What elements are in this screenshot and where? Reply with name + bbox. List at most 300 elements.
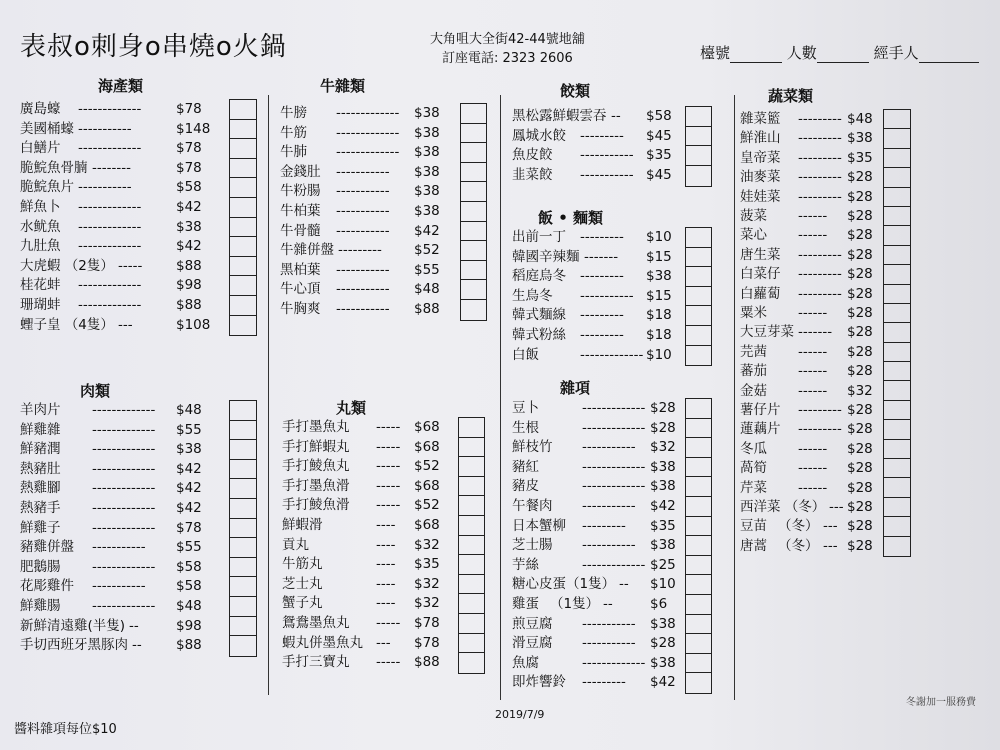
item-leader: --------- [798,111,842,127]
item-price: $35 [646,147,672,164]
item-price: $58 [646,108,672,124]
menu-item [20,557,229,577]
menu-item [280,142,460,162]
menu-item [280,103,460,123]
quantity-box[interactable] [884,362,910,381]
item-price: $68 [414,517,440,533]
quantity-box[interactable] [459,653,484,673]
item-name: 冬瓜 [740,440,767,457]
item-leader: -- [603,596,613,612]
item-leader: ------------- [582,556,646,573]
item-price: $78 [176,101,202,117]
quantity-box[interactable] [461,300,486,320]
item-name: 糖心皮蛋（1隻） [512,576,616,593]
item-leader: ------------- [582,458,646,475]
quantity-box[interactable] [884,420,910,439]
quantity-box[interactable] [459,496,484,516]
quantity-box[interactable] [686,654,711,674]
item-price: $28 [847,285,873,302]
quantity-box[interactable] [230,401,256,421]
item-name: 萵筍 [740,460,767,477]
quantity-box[interactable] [459,438,484,458]
quantity-box[interactable] [459,418,484,438]
item-price: $38 [650,654,676,671]
quantity-box[interactable] [230,218,256,238]
quantity-box[interactable] [461,202,486,222]
item-price: $108 [176,316,211,333]
item-leader: -- [619,576,629,593]
quantity-box[interactable] [459,594,484,614]
item-name: 金菇 [740,382,767,399]
item-name: 豆卜 [512,400,539,416]
quantity-box[interactable] [459,457,484,477]
item-leader: --------- [798,188,842,205]
item-name: 手打鯪魚丸 [282,458,350,475]
item-name: 珊瑚蚌 [20,297,61,313]
item-price: $98 [176,617,202,634]
item-price: $28 [650,635,676,652]
quantity-box[interactable] [884,285,910,304]
item-name: 蓮藕片 [740,421,781,438]
item-name: 鮮雞腸 [20,598,61,614]
item-price: $88 [414,301,440,317]
item-name: 芹菜 [740,479,767,496]
quantity-box[interactable] [686,306,711,326]
menu-item [282,437,458,457]
menu-item [282,633,458,653]
column-divider [268,95,269,695]
item-name: 鮮雞子 [20,519,61,536]
quantity-box[interactable] [686,419,711,439]
menu-item [282,535,458,555]
item-name: 美國桶蠔 [20,120,74,137]
quantity-box[interactable] [686,536,711,556]
quantity-box[interactable] [884,537,910,556]
item-name: 牛胸爽 [280,301,321,317]
item-leader: ----------- [336,301,390,317]
quantity-box[interactable] [884,129,910,148]
quantity-box[interactable] [686,267,711,287]
item-name: 生烏冬 [512,287,553,304]
menu-item [740,128,883,148]
item-name: 豆苗 （冬） [740,518,819,535]
menu-item [512,345,685,365]
quantity-box[interactable] [686,497,711,517]
quantity-box[interactable] [230,276,256,296]
menu-item [20,596,229,616]
item-name: 雞蛋 （1隻） [512,596,600,612]
menu-item [740,381,883,401]
address-block [430,30,585,68]
item-price: $32 [414,536,440,553]
item-price: $18 [646,307,672,324]
item-leader: ---- [376,595,396,612]
quantity-box[interactable] [230,479,256,499]
quantity-box[interactable] [884,440,910,459]
item-price: $45 [646,167,672,184]
quantity-box[interactable] [230,558,256,578]
menu-item [20,197,229,217]
menu-item [740,342,883,362]
item-price: $42 [176,460,202,477]
item-name: 韓國辛辣麵 [512,248,580,265]
item-name: 鮮豬潤 [20,441,61,458]
item-price: $42 [650,674,676,691]
quantity-box[interactable] [686,575,711,595]
item-leader: ------------- [78,218,142,235]
item-price: $28 [847,169,873,186]
item-price: $48 [176,598,202,614]
quantity-box[interactable] [230,636,256,656]
handler-label: 經手人 [873,44,919,62]
menu-item [282,613,458,633]
quantity-box[interactable] [461,163,486,183]
quantity-box[interactable] [686,146,711,166]
menu-item [740,439,883,459]
quantity-box[interactable] [884,459,910,478]
item-price: $28 [847,227,873,244]
quantity-box[interactable] [686,477,711,497]
item-leader: ------------- [582,478,646,495]
item-leader: ----------- [582,498,636,514]
item-leader: --- [829,499,844,515]
item-name: 大豆芽菜 [740,324,794,341]
menu-item [282,574,458,594]
item-price: $58 [176,578,202,595]
order-meta [700,42,979,63]
item-leader: ------ [798,305,828,321]
quantity-box[interactable] [884,478,910,497]
menu-item [20,275,229,295]
quantity-box[interactable] [686,326,711,346]
item-name: 芋絲 [512,556,539,573]
quantity-box[interactable] [459,555,484,575]
quantity-box[interactable] [459,575,484,595]
menu-item [512,227,685,247]
table-label: 檯號 [700,44,731,62]
quantity-box[interactable] [686,673,711,693]
item-name: 鮮蝦滑 [282,517,323,533]
quantity-box[interactable] [686,634,711,654]
quantity-box[interactable] [884,265,910,284]
quantity-box[interactable] [686,166,711,186]
quantity-box[interactable] [459,536,484,556]
quantity-box-column [685,398,712,694]
quantity-box[interactable] [459,634,484,654]
menu-item [20,439,229,459]
menu-item [740,225,883,245]
menu-item [740,497,883,517]
item-name: 白菜仔 [740,266,781,283]
quantity-box[interactable] [230,257,256,277]
item-leader: ---- [376,556,396,573]
quantity-box[interactable] [230,519,256,539]
item-price: $68 [414,438,440,455]
item-name: 即炸響鈴 [512,674,566,691]
quantity-box[interactable] [459,477,484,497]
item-leader: ----------- [580,287,634,304]
item-name: 貢丸 [282,536,309,553]
menu-item [512,305,685,325]
menu-item [512,574,685,594]
quantity-box[interactable] [230,159,256,179]
item-leader: ------ [798,479,828,496]
item-name: 鴛鴦墨魚丸 [282,615,350,631]
people-field[interactable] [817,48,869,63]
menu-item [280,299,460,319]
quantity-box[interactable] [686,127,711,147]
item-price: $28 [847,421,873,438]
quantity-box[interactable] [686,399,711,419]
quantity-box[interactable] [461,241,486,261]
quantity-box[interactable] [230,597,256,617]
item-price: $38 [414,105,440,121]
item-leader: ----------- [336,222,390,239]
quantity-box[interactable] [686,107,711,127]
quantity-box[interactable] [686,438,711,458]
item-leader: ----- [376,615,401,631]
item-leader: ----------- [582,615,636,632]
item-price: $38 [176,441,202,458]
menu-item [740,109,883,129]
quantity-box[interactable] [884,226,910,245]
item-name: 薯仔片 [740,402,781,418]
item-leader: ------ [798,208,828,224]
quantity-box[interactable] [230,440,256,460]
item-leader: ------------- [78,277,142,294]
item-leader: -- [611,108,621,124]
quantity-box[interactable] [884,401,910,420]
quantity-box[interactable] [230,460,256,480]
item-name: 菜心 [740,227,767,244]
quantity-box[interactable] [230,198,256,218]
item-leader: ----------- [582,537,636,554]
menu-item [280,279,460,299]
quantity-box[interactable] [686,248,711,268]
item-price: $28 [847,266,873,283]
item-price: $38 [176,218,202,235]
quantity-box[interactable] [461,182,486,202]
item-name: 魚皮餃 [512,147,553,164]
quantity-box[interactable] [461,261,486,281]
item-price: $32 [414,575,440,592]
quantity-box[interactable] [884,381,910,400]
menu-item [280,162,460,182]
menu-item [280,123,460,143]
item-price: $148 [176,120,211,137]
item-price: $38 [650,458,676,475]
menu-item [20,138,229,158]
item-leader: ------------- [92,598,156,614]
item-price: $15 [646,287,672,304]
quantity-box[interactable] [230,120,256,140]
item-price: $32 [847,382,873,399]
item-price: $98 [176,277,202,294]
item-leader: ----- [376,458,401,475]
item-leader: --------- [580,327,624,343]
item-leader: ---- [376,536,396,553]
item-name: 牛肺 [280,144,307,161]
menu-item [512,286,685,306]
quantity-box[interactable] [461,104,486,124]
menu-item [20,616,229,636]
quantity-box[interactable] [686,556,711,576]
quantity-box[interactable] [686,346,711,366]
quantity-box[interactable] [230,538,256,558]
table-field[interactable] [730,48,782,63]
quantity-box[interactable] [230,139,256,159]
item-price: $38 [650,478,676,495]
item-price: $32 [414,595,440,612]
item-price: $10 [650,576,676,593]
menu-item [20,420,229,440]
menu-item [512,145,685,165]
item-name: 西洋菜 （冬） [740,499,826,515]
item-name: 熱豬肚 [20,460,61,477]
item-price: $38 [650,615,676,632]
quantity-box[interactable] [230,421,256,441]
quantity-box[interactable] [230,617,256,637]
quantity-box[interactable] [461,124,486,144]
item-name: 熱雞腳 [20,480,61,497]
item-leader: ----------- [78,120,132,137]
item-price: $78 [414,615,440,631]
quantity-box[interactable] [459,516,484,536]
quantity-box[interactable] [686,458,711,478]
handler-field[interactable] [919,48,979,63]
menu-item [740,206,883,226]
item-leader: ----- [376,477,401,494]
item-name: 牛心頂 [280,281,321,298]
item-name: 牛筋丸 [282,556,323,573]
item-name: 鳳城水餃 [512,127,566,144]
quantity-box[interactable] [230,237,256,257]
item-leader: ------------- [582,419,646,436]
quantity-box[interactable] [884,246,910,265]
quantity-box[interactable] [884,304,910,323]
quantity-box[interactable] [686,615,711,635]
sauce-note: 醬料雜項每位$10 [14,722,117,737]
quantity-box-column [229,99,257,336]
quantity-box[interactable] [884,149,910,168]
quantity-box[interactable] [884,188,910,207]
menu-item [280,181,460,201]
item-leader: --------- [580,229,624,245]
item-price: $55 [414,261,440,278]
quantity-box[interactable] [884,110,910,129]
item-name: 蟶子皇 （4隻） [20,316,114,333]
item-price: $88 [176,297,202,313]
item-price: $48 [176,402,202,418]
item-price: $28 [847,440,873,457]
item-leader: ----- [376,438,401,455]
item-name: 脆鯇魚骨腩 [20,159,88,176]
menu-item [20,158,229,178]
item-leader: ------------- [78,140,142,157]
item-name: 唐蒿 （冬） [740,537,819,554]
quantity-box[interactable] [230,296,256,316]
menu-item [740,284,883,304]
item-name: 鮮淮山 [740,130,781,147]
menu-item [740,245,883,265]
quantity-box[interactable] [461,222,486,242]
quantity-box[interactable] [461,280,486,300]
item-leader: ------ [798,343,828,360]
quantity-box[interactable] [884,207,910,226]
quantity-box[interactable] [230,316,256,336]
menu-item [20,400,229,420]
item-leader: --- [376,634,391,651]
item-name: 魚腐 [512,654,539,671]
menu-item [740,419,883,439]
quantity-box[interactable] [686,517,711,537]
quantity-box[interactable] [230,178,256,198]
item-price: $28 [847,499,873,515]
item-leader: ------------- [78,199,142,215]
item-name: 肥鵝腸 [20,558,61,575]
quantity-box[interactable] [230,577,256,597]
menu-item [512,126,685,146]
quantity-box[interactable] [686,228,711,248]
quantity-box[interactable] [884,498,910,517]
item-leader: --------- [580,268,624,285]
item-price: $38 [414,183,440,200]
item-price: $38 [414,203,440,219]
item-leader: ------------- [582,654,646,671]
item-leader: --- [823,537,838,554]
quantity-box[interactable] [230,100,256,120]
quantity-box[interactable] [884,343,910,362]
item-price: $28 [847,460,873,477]
item-price: $28 [847,537,873,554]
item-name: 水鱿魚 [20,218,61,235]
menu-item [512,437,685,457]
item-leader: --------- [798,149,842,166]
quantity-box[interactable] [461,143,486,163]
quantity-box[interactable] [686,595,711,615]
quantity-box[interactable] [686,287,711,307]
item-leader: ----------- [580,147,634,164]
menu-item [282,456,458,476]
section-title-veg: 蔬菜類 [768,87,814,105]
item-price: $15 [646,248,672,265]
section-title-seafood: 海產類 [98,77,144,95]
menu-item [512,106,685,126]
item-price: $42 [414,222,440,239]
quantity-box[interactable] [230,499,256,519]
quantity-box[interactable] [884,323,910,342]
menu-item [512,633,685,653]
quantity-box[interactable] [459,614,484,634]
menu-item [740,167,883,187]
quantity-box[interactable] [884,168,910,187]
menu-item [282,554,458,574]
item-name: 雜菜籃 [740,111,781,127]
item-leader: ------ [798,363,828,380]
quantity-box-column [685,106,712,187]
menu-item [512,614,685,634]
item-leader: ------------- [92,480,156,497]
item-leader: --------- [580,127,624,144]
section-title-dumplings: 餃類 [560,82,591,100]
menu-item [20,576,229,596]
menu-item [512,418,685,438]
item-leader: ------------- [92,558,156,575]
quantity-box[interactable] [884,517,910,536]
item-name: 豬皮 [512,478,539,495]
item-leader: --------- [798,130,842,147]
item-name: 唐生菜 [740,246,781,263]
